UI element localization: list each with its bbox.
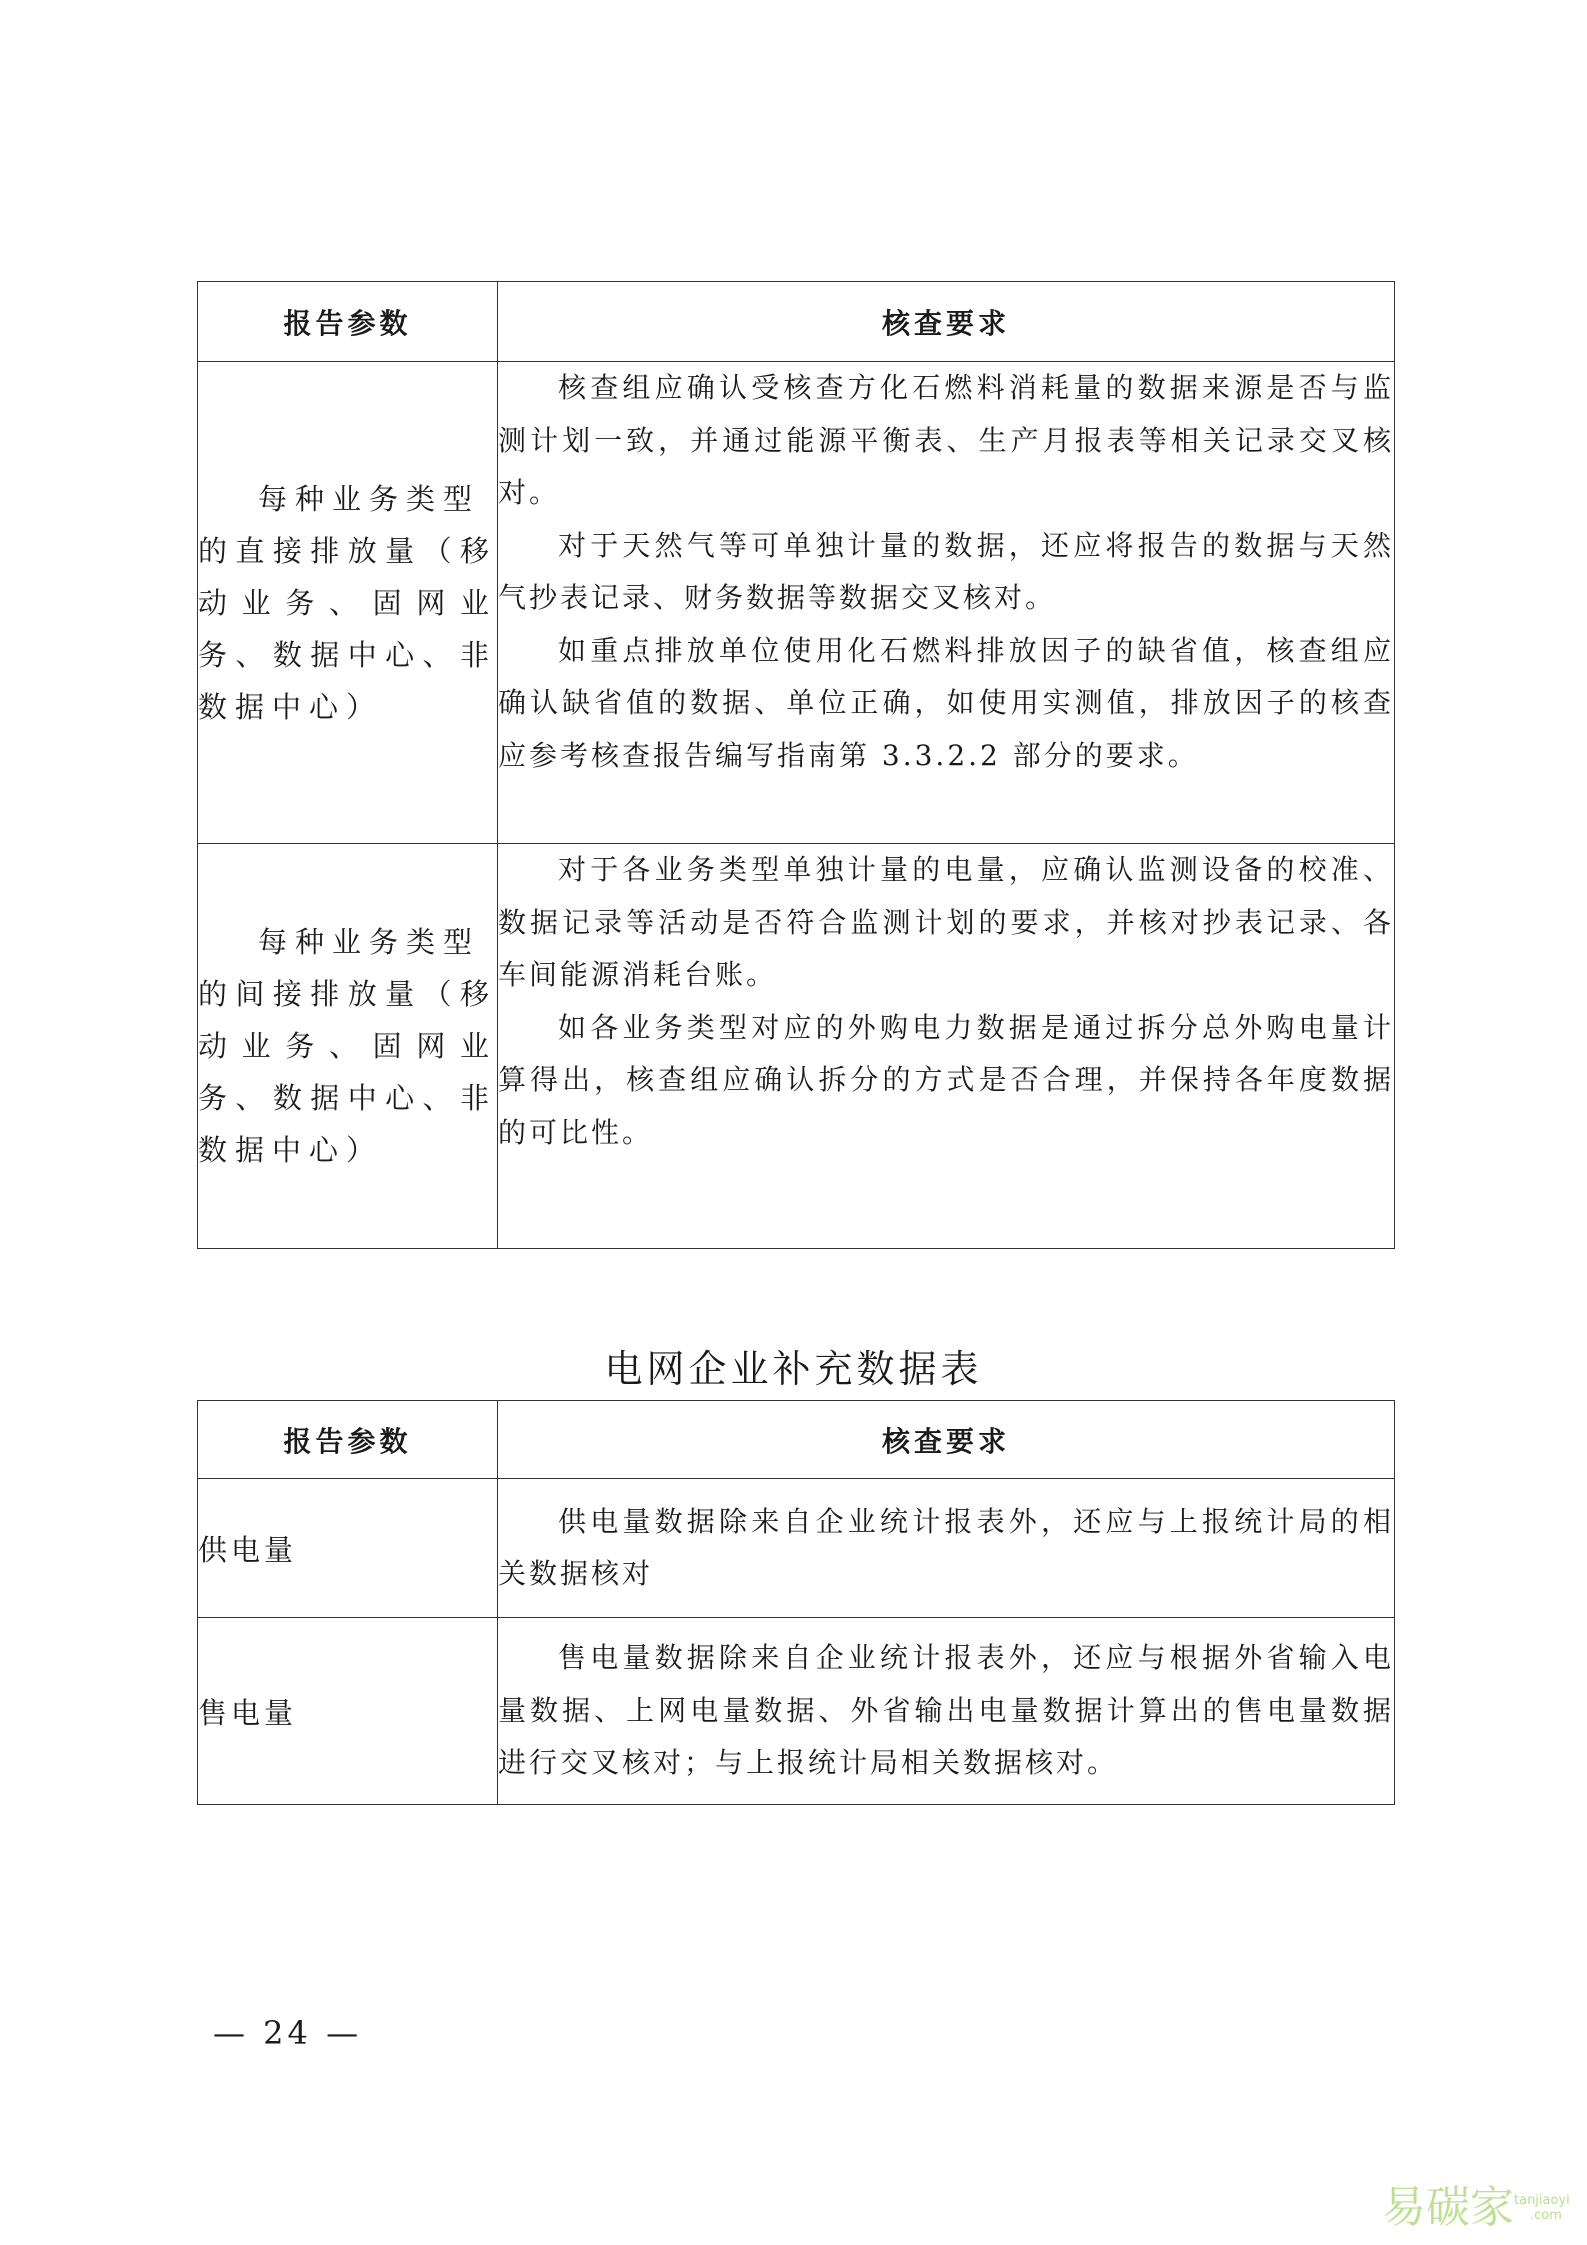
table2-header-requirement: 核查要求 bbox=[498, 1401, 1395, 1479]
table1-row1-req-para1: 核查组应确认受核查方化石燃料消耗量的数据来源是否与监测计划一致，并通过能源平衡表、生产月报表等相关记录交叉核对。 bbox=[498, 371, 1394, 509]
table1-row2-req-para1: 对于各业务类型单独计量的电量，应确认监测设备的校准、数据记录等活动是否符合监测计划的要求，并核对抄表记录、各车间能源消耗台账。 bbox=[498, 853, 1394, 991]
watermark-logo bbox=[1380, 2176, 1580, 2236]
table2-row2-requirement bbox=[498, 1618, 1395, 1805]
table2-row-power-sales bbox=[198, 1618, 1395, 1805]
table1-row1-req-para3: 如重点排放单位使用化石燃料排放因子的缺省值，核查组应确认缺省值的数据、单位正确，如使用实测值，排放因子的核查应参考核查报告编写指南第 3.3.2.2 部分的要求。 bbox=[498, 633, 1394, 772]
table2-row-power-supply bbox=[198, 1479, 1395, 1618]
table1-row1-requirement bbox=[498, 362, 1395, 844]
table1-row1-param bbox=[198, 362, 498, 844]
table2-title: 电网企业补充数据表 bbox=[604, 1347, 983, 1391]
table1-header-param: 报告参数 bbox=[198, 282, 498, 362]
table1-row1-req-para2: 对于天然气等可单独计量的数据，还应将报告的数据与天然气抄表记录、财务数据等数据交叉核对。 bbox=[498, 528, 1394, 614]
table1-row2-req-para2: 如各业务类型对应的外购电力数据是通过拆分总外购电量计算得出，核查组应确认拆分的方式是否合理，并保持各年度数据的可比性。 bbox=[498, 1010, 1394, 1149]
watermark-brand: 易碳家 bbox=[1382, 2182, 1514, 2233]
table2-header-row bbox=[198, 1401, 1395, 1479]
table1-header-row bbox=[198, 282, 1395, 362]
table2-row1-req-text: 供电量数据除来自企业统计报表外，还应与上报统计局的相关数据核对 bbox=[498, 1504, 1394, 1590]
table2-row1-param: 供电量 bbox=[198, 1479, 498, 1618]
table1-row2-param-line1: 每种业务类型 bbox=[258, 925, 481, 959]
table1-header-requirement: 核查要求 bbox=[498, 282, 1395, 362]
verification-table-2 bbox=[197, 1400, 1395, 1805]
table2-row2-param: 售电量 bbox=[198, 1618, 498, 1805]
table1-row-direct-emissions bbox=[198, 362, 1395, 844]
watermark-domain-line2: .com bbox=[1530, 2208, 1562, 2223]
table1-row-indirect-emissions bbox=[198, 844, 1395, 1249]
table2-row1-requirement bbox=[498, 1479, 1395, 1618]
table1-row2-requirement bbox=[498, 844, 1395, 1249]
table1-row2-param-rest: 的间接排放量（移动业务、固网业务、数据中心、非数据中心） bbox=[198, 977, 497, 1167]
table2-header-param: 报告参数 bbox=[198, 1401, 498, 1479]
page-number: — 24 — bbox=[213, 2014, 363, 2052]
table1-row2-param bbox=[198, 844, 498, 1249]
watermark-domain-line1: tanjiaoyi bbox=[1514, 2193, 1570, 2208]
table1-row1-param-line1: 每种业务类型 bbox=[258, 481, 481, 516]
table2-row2-req-text: 售电量数据除来自企业统计报表外，还应与根据外省输入电量数据、上网电量数据、外省输出电量数据计算出的售电量数据进行交叉核对；与上报统计局相关数据核对。 bbox=[498, 1641, 1394, 1780]
table1-row1-param-rest: 的直接排放量（移动业务、固网业务、数据中心、非数据中心） bbox=[198, 533, 497, 724]
verification-table-1 bbox=[197, 281, 1395, 1249]
